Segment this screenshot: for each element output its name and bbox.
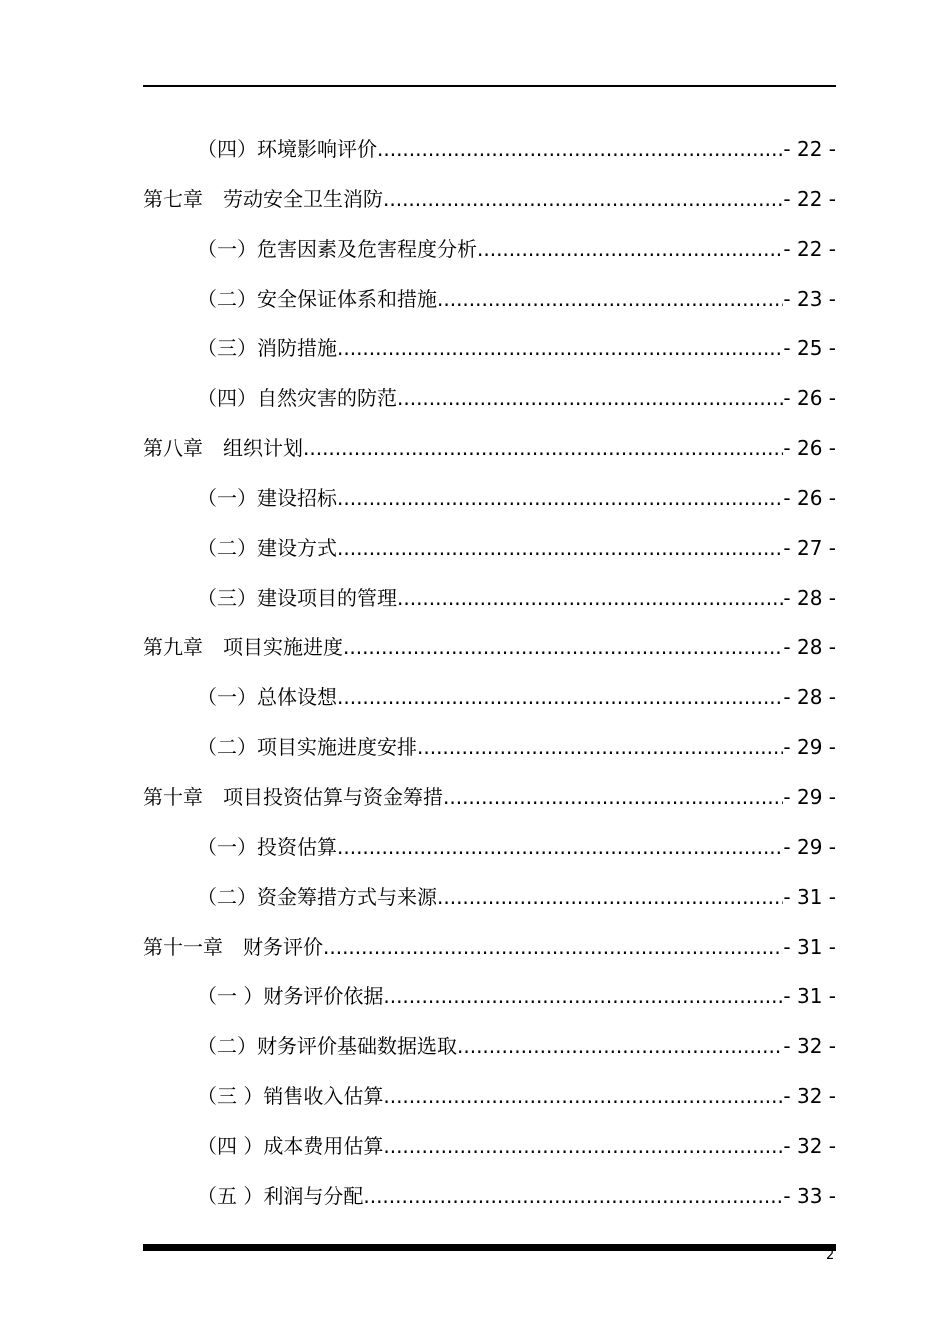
- toc-entry[interactable]: [143, 1122, 836, 1172]
- toc-entry-label: 第七章 劳动安全卫生消防: [143, 186, 383, 211]
- toc-dot-leader: [443, 773, 783, 823]
- toc-entry-page: - 32 -: [783, 1084, 836, 1109]
- toc-entry-page: - 22 -: [783, 137, 836, 161]
- toc-entry-label: （一）危害因素及危害程度分析: [197, 236, 477, 261]
- toc-entry[interactable]: [143, 823, 836, 873]
- toc-entry[interactable]: [143, 524, 836, 574]
- toc-entry-page: - 29 -: [783, 735, 836, 760]
- toc-chapter-entry[interactable]: [143, 923, 836, 973]
- toc-entry-label: （二）财务评价基础数据选取: [197, 1034, 457, 1059]
- toc-entry-label: （一）总体设想: [197, 685, 337, 710]
- toc-entry-label: 第十一章 财务评价: [143, 934, 323, 959]
- toc-dot-leader: [383, 1122, 783, 1172]
- toc-entry-label: （四）自然灾害的防范: [197, 386, 397, 411]
- toc-chapter-entry[interactable]: [143, 623, 836, 673]
- toc-dot-leader: [477, 225, 783, 275]
- toc-chapter-entry[interactable]: [143, 424, 836, 474]
- toc-entry[interactable]: [143, 324, 836, 374]
- toc-dot-leader: [337, 524, 783, 574]
- toc-dot-leader: [363, 1172, 783, 1222]
- toc-entry[interactable]: [143, 474, 836, 524]
- toc-entry-label: （四 ）成本费用估算: [197, 1133, 384, 1158]
- toc-entry-page: - 28 -: [783, 685, 836, 710]
- toc-chapter-entry[interactable]: [143, 773, 836, 823]
- page-number: 2: [826, 1248, 835, 1263]
- toc-entry[interactable]: [143, 225, 836, 275]
- toc-entry[interactable]: [143, 574, 836, 624]
- toc-dot-leader: [337, 823, 783, 873]
- toc-entry-page: - 32 -: [783, 1133, 836, 1158]
- toc-dot-leader: [437, 275, 783, 325]
- toc-entry-page: - 26 -: [783, 386, 836, 411]
- toc-dot-leader: [383, 175, 783, 225]
- toc-entry-label: （四）环境影响评价: [197, 137, 377, 161]
- toc-entry-label: （三）建设项目的管理: [197, 585, 397, 610]
- toc-entry-label: （一 ）财务评价依据: [197, 984, 384, 1009]
- toc-entry-page: - 26 -: [783, 436, 836, 461]
- toc-dot-leader: [323, 923, 783, 973]
- toc-dot-leader: [337, 324, 783, 374]
- toc-entry-label: （二）项目实施进度安排: [197, 735, 417, 760]
- toc-entry-page: - 31 -: [783, 934, 836, 959]
- toc-entry-page: - 25 -: [783, 336, 836, 361]
- toc-dot-leader: [457, 1022, 783, 1072]
- toc-entry-page: - 32 -: [783, 1034, 836, 1059]
- table-of-contents: [143, 125, 836, 1222]
- toc-entry[interactable]: [143, 1022, 836, 1072]
- toc-entry-page: - 29 -: [783, 834, 836, 859]
- toc-entry[interactable]: [143, 673, 836, 723]
- toc-entry-label: 第八章 组织计划: [143, 436, 303, 461]
- toc-entry-page: - 31 -: [783, 984, 836, 1009]
- toc-entry-page: - 26 -: [783, 485, 836, 510]
- toc-entry-label: （五 ）利润与分配: [197, 1183, 364, 1208]
- toc-entry-page: - 22 -: [783, 236, 836, 261]
- toc-chapter-entry[interactable]: [143, 175, 836, 225]
- header-rule: [143, 85, 836, 87]
- toc-entry[interactable]: [143, 1072, 836, 1122]
- toc-dot-leader: [383, 1072, 783, 1122]
- toc-entry-page: - 29 -: [783, 784, 836, 809]
- toc-entry[interactable]: [143, 1172, 836, 1222]
- toc-dot-leader: [303, 424, 783, 474]
- toc-dot-leader: [337, 474, 783, 524]
- toc-entry-page: - 31 -: [783, 884, 836, 909]
- toc-entry-page: - 28 -: [783, 635, 836, 660]
- toc-entry-label: （一）投资估算: [197, 834, 337, 859]
- toc-entry-label: （二）建设方式: [197, 535, 337, 560]
- toc-entry-page: - 28 -: [783, 585, 836, 610]
- toc-entry[interactable]: [143, 374, 836, 424]
- toc-dot-leader: [397, 574, 783, 624]
- toc-dot-leader: [377, 125, 783, 175]
- toc-entry[interactable]: [143, 275, 836, 325]
- toc-entry-page: - 33 -: [783, 1183, 836, 1208]
- toc-entry-label: （三 ）销售收入估算: [197, 1084, 384, 1109]
- toc-entry[interactable]: [143, 723, 836, 773]
- toc-entry-label: 第十章 项目投资估算与资金筹措: [143, 784, 443, 809]
- toc-dot-leader: [383, 972, 783, 1022]
- toc-dot-leader: [437, 873, 783, 923]
- toc-dot-leader: [417, 723, 783, 773]
- toc-dot-leader: [343, 623, 783, 673]
- toc-entry-page: - 27 -: [783, 535, 836, 560]
- toc-entry[interactable]: [143, 125, 836, 175]
- toc-entry-label: （三）消防措施: [197, 336, 337, 361]
- toc-dot-leader: [337, 673, 783, 723]
- footer-rule: [143, 1244, 836, 1251]
- toc-entry-label: （二）资金筹措方式与来源: [197, 884, 437, 909]
- toc-entry-page: - 22 -: [783, 186, 836, 211]
- toc-entry[interactable]: [143, 972, 836, 1022]
- toc-entry-label: （一）建设招标: [197, 485, 337, 510]
- toc-entry-label: （二）安全保证体系和措施: [197, 286, 437, 311]
- toc-entry-page: - 23 -: [783, 286, 836, 311]
- toc-entry-label: 第九章 项目实施进度: [143, 635, 343, 660]
- toc-entry[interactable]: [143, 873, 836, 923]
- toc-dot-leader: [397, 374, 783, 424]
